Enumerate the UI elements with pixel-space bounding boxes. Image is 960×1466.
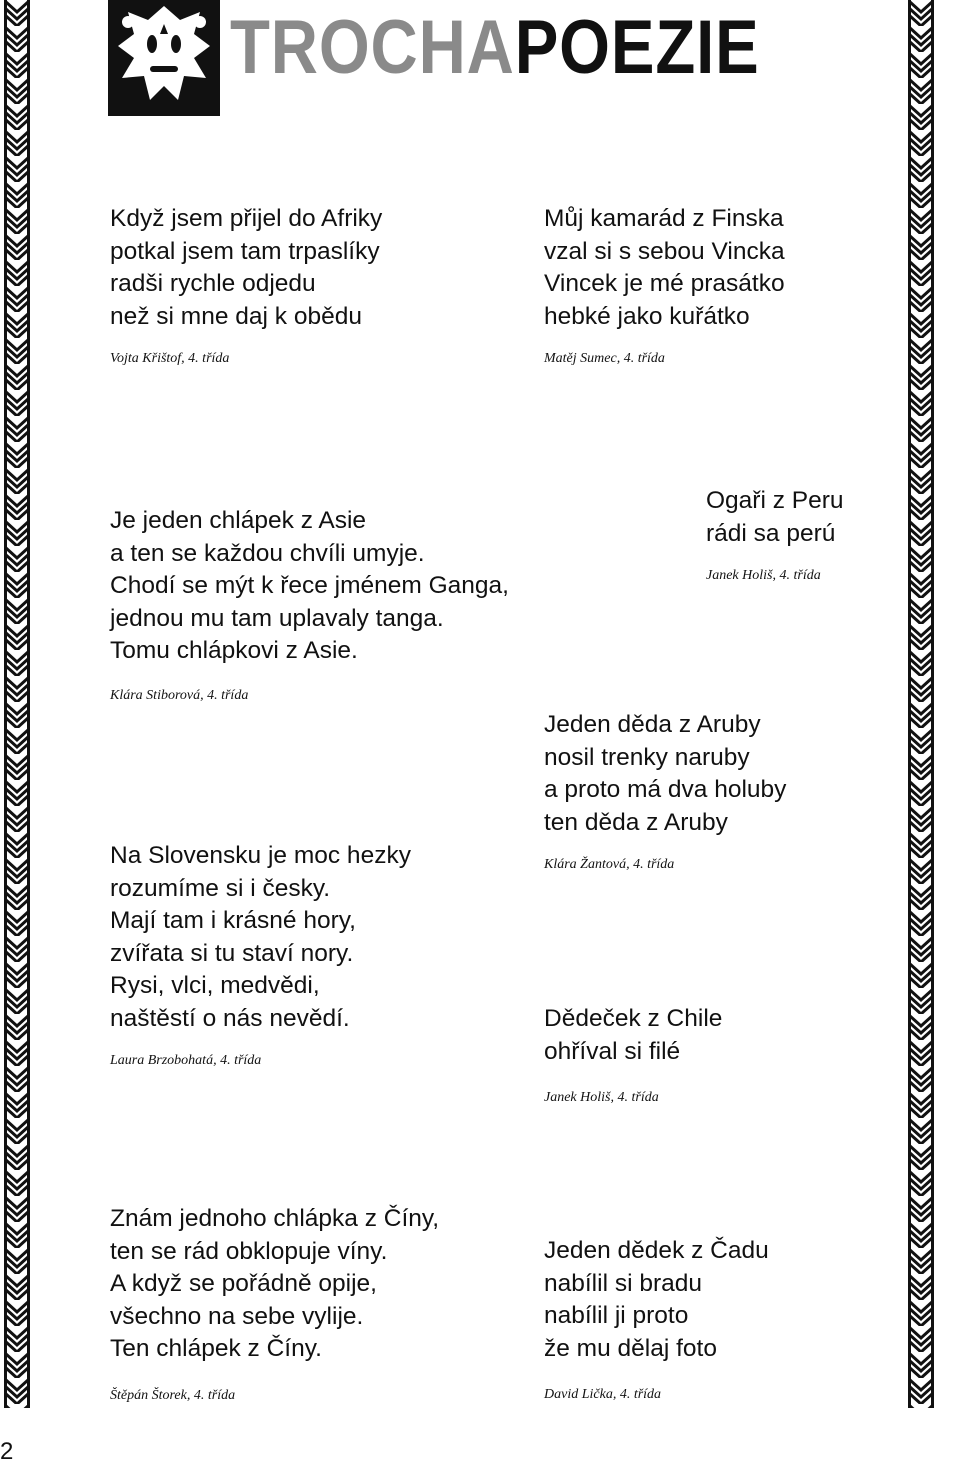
poem-line: Jeden dědek z Čadu xyxy=(544,1237,769,1264)
poem-cina xyxy=(110,1203,439,1404)
poem-author: Štěpán Štorek, 4. třída xyxy=(110,1387,236,1403)
poem-line: rádi sa perú xyxy=(706,519,836,547)
poem-line: ten se rád obklopuje víny. xyxy=(110,1237,388,1265)
tribal-mask-logo xyxy=(108,0,220,116)
poem-author: David Lička, 4. třída xyxy=(544,1387,662,1402)
poem-line: A když se pořádně opije, xyxy=(110,1270,377,1297)
poem-peru xyxy=(706,485,844,584)
poem-line: Vincek je mé prasátko xyxy=(544,270,785,297)
poem-author: Vojta Křištof, 4. třída xyxy=(110,351,230,366)
poem-slovensko xyxy=(110,840,411,1069)
poem-cad xyxy=(544,1235,769,1403)
poem-line: a ten se každou chvíli umyje. xyxy=(110,539,425,567)
poem-line: Je jeden chlápek z Asie xyxy=(110,507,367,534)
poem-line: zvířata si tu staví nory. xyxy=(110,939,354,967)
poem-line: Jeden děda z Aruby xyxy=(544,711,761,738)
poem-line: a proto má dva holuby xyxy=(544,776,787,803)
poem-afrika xyxy=(110,203,382,367)
masthead-part2: POEZIE xyxy=(514,5,760,90)
poem-finsko xyxy=(544,203,785,367)
poem-line: Chodí se mýt k řece jménem Ganga, xyxy=(110,572,509,599)
masthead-part1: TROCHA xyxy=(230,5,515,90)
poem-line: Dědeček z Chile xyxy=(544,1005,723,1032)
poem-line: ten děda z Aruby xyxy=(544,808,728,836)
poem-line: Na Slovensku je moc hezky xyxy=(110,842,411,869)
poem-author: Laura Brzobohatá, 4. třída xyxy=(110,1053,262,1068)
poem-line: než si mne daj k obědu xyxy=(110,302,362,330)
left-tribal-border xyxy=(4,0,30,1408)
poem-chile xyxy=(544,1003,722,1106)
poem-line: Mají tam i krásné hory, xyxy=(110,907,356,934)
poem-line: radši rychle odjedu xyxy=(110,270,316,297)
poem-line: hebké jako kuřátko xyxy=(544,302,750,330)
poem-author: Klára Žantová, 4. třída xyxy=(544,857,675,872)
poem-aruba xyxy=(544,709,786,873)
poem-line: ohříval si filé xyxy=(544,1037,681,1065)
poem-line: všechno na sebe vylije. xyxy=(110,1302,364,1330)
poem-author: Janek Holiš, 4. třída xyxy=(706,568,821,583)
page-number: 2 xyxy=(0,1438,14,1465)
poem-author: Klára Stiborová, 4. třída xyxy=(110,687,249,703)
poem-line: potkal jsem tam trpaslíky xyxy=(110,237,380,265)
poem-line: Když jsem přijel do Afriky xyxy=(110,205,383,232)
poem-line: rozumíme si i česky. xyxy=(110,874,331,902)
poem-line: nabílil ji proto xyxy=(544,1302,689,1329)
poem-line: Můj kamarád z Finska xyxy=(544,205,784,232)
right-tribal-border xyxy=(908,0,934,1408)
poem-line: nosil trenky naruby xyxy=(544,743,750,771)
poem-line: naštěstí o nás nevědí. xyxy=(110,1004,350,1032)
poem-line: Tomu chlápkovi z Asie. xyxy=(110,637,358,664)
poem-line: Rysi, vlci, medvědi, xyxy=(110,972,320,999)
poem-author: Janek Holiš, 4. třída xyxy=(544,1090,659,1105)
poem-line: vzal si s sebou Vincka xyxy=(544,237,785,265)
poem-line: jednou mu tam uplavaly tanga. xyxy=(110,604,444,632)
poem-line: nabílil si bradu xyxy=(544,1269,702,1297)
poem-line: že mu dělaj foto xyxy=(544,1334,717,1362)
poem-asie xyxy=(110,505,509,704)
poem-line: Znám jednoho chlápka z Číny, xyxy=(110,1205,440,1232)
poem-line: Ogaři z Peru xyxy=(706,487,844,514)
masthead-title xyxy=(230,2,760,94)
poem-author: Matěj Sumec, 4. třída xyxy=(544,351,665,366)
poem-line: Ten chlápek z Číny. xyxy=(110,1335,322,1362)
